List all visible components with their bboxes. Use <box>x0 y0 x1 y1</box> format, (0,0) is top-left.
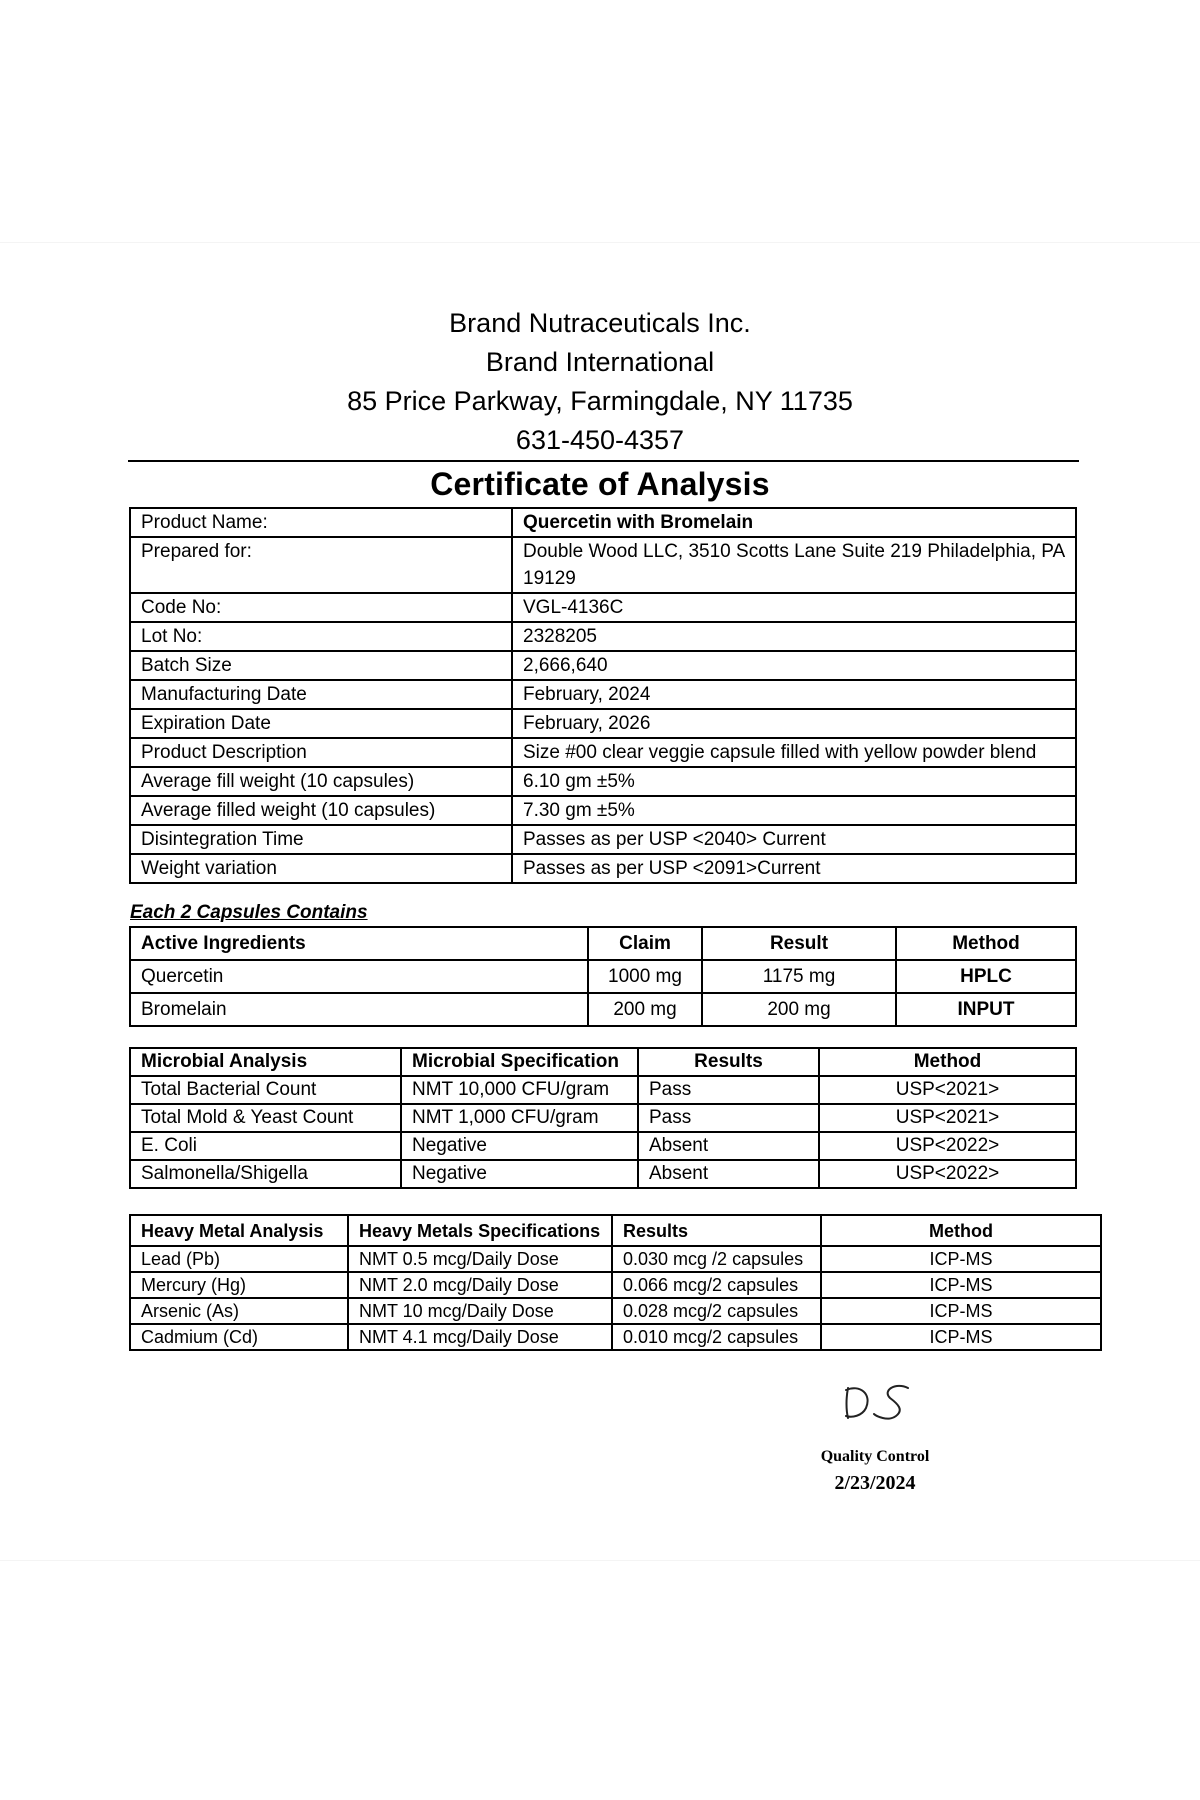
info-value: VGL-4136C <box>512 593 1076 622</box>
metals-cell: ICP-MS <box>821 1272 1101 1298</box>
info-label: Prepared for: <box>130 537 512 593</box>
microbial-header: Microbial Specification <box>401 1048 638 1076</box>
microbial-cell: NMT 1,000 CFU/gram <box>401 1104 638 1132</box>
info-label: Expiration Date <box>130 709 512 738</box>
active-header: Active Ingredients <box>130 927 588 960</box>
active-header: Claim <box>588 927 702 960</box>
info-label: Product Description <box>130 738 512 767</box>
info-row <box>130 738 1076 767</box>
table-row <box>130 1298 1101 1324</box>
signature-initials <box>840 1380 920 1424</box>
metals-cell: NMT 10 mcg/Daily Dose <box>348 1298 612 1324</box>
company-phone: 631-450-4357 <box>515 425 685 455</box>
microbial-cell: Negative <box>401 1160 638 1188</box>
metals-header: Results <box>612 1215 821 1246</box>
active-cell: Quercetin <box>130 960 588 993</box>
table-row <box>130 960 1076 993</box>
microbial-cell: Absent <box>638 1160 819 1188</box>
active-header: Method <box>896 927 1076 960</box>
company-address: 85 Price Parkway, Farmingdale, NY 11735 <box>347 386 853 416</box>
metals-cell: 0.030 mcg /2 capsules <box>612 1246 821 1272</box>
product-info-table <box>129 507 1077 884</box>
metals-cell: Cadmium (Cd) <box>130 1324 348 1350</box>
table-row <box>130 1132 1076 1160</box>
microbial-table <box>129 1047 1077 1189</box>
table-row <box>130 993 1076 1026</box>
active-header: Result <box>702 927 896 960</box>
metals-cell: NMT 2.0 mcg/Daily Dose <box>348 1272 612 1298</box>
info-value: Double Wood LLC, 3510 Scotts Lane Suite 219 Philadelphia, PA 19129 <box>512 537 1076 593</box>
microbial-cell: USP<2022> <box>819 1132 1076 1160</box>
microbial-cell: NMT 10,000 CFU/gram <box>401 1076 638 1104</box>
microbial-cell: USP<2022> <box>819 1160 1076 1188</box>
capsule-caption: Each 2 Capsules Contains <box>130 902 368 923</box>
metals-cell: Mercury (Hg) <box>130 1272 348 1298</box>
info-label: Code No: <box>130 593 512 622</box>
info-value: 2,666,640 <box>512 651 1076 680</box>
microbial-cell: USP<2021> <box>819 1104 1076 1132</box>
page-title: Certificate of Analysis <box>430 466 770 502</box>
active-ingredients-table <box>129 926 1077 1027</box>
metals-cell: Lead (Pb) <box>130 1246 348 1272</box>
info-value: February, 2026 <box>512 709 1076 738</box>
info-label: Batch Size <box>130 651 512 680</box>
info-value: Passes as per USP <2040> Current <box>512 825 1076 854</box>
table-row <box>130 1104 1076 1132</box>
info-value: Size #00 clear veggie capsule filled with yellow powder blend <box>512 738 1076 767</box>
info-row <box>130 825 1076 854</box>
metals-header: Heavy Metals Specifications <box>348 1215 612 1246</box>
microbial-cell: Total Bacterial Count <box>130 1076 401 1104</box>
info-label: Product Name: <box>130 508 512 537</box>
microbial-header: Results <box>638 1048 819 1076</box>
company-division: Brand International <box>485 347 715 377</box>
microbial-header: Microbial Analysis <box>130 1048 401 1076</box>
info-value: February, 2024 <box>512 680 1076 709</box>
active-cell: 1000 mg <box>588 960 702 993</box>
info-value: 2328205 <box>512 622 1076 651</box>
company-name: Brand Nutraceuticals Inc. <box>449 308 751 338</box>
info-label: Average filled weight (10 capsules) <box>130 796 512 825</box>
info-row <box>130 508 1076 537</box>
active-cell: 200 mg <box>702 993 896 1026</box>
metals-cell: 0.066 mcg/2 capsules <box>612 1272 821 1298</box>
info-value: 7.30 gm ±5% <box>512 796 1076 825</box>
metals-cell: 0.010 mcg/2 capsules <box>612 1324 821 1350</box>
metals-cell: ICP-MS <box>821 1324 1101 1350</box>
microbial-cell: Absent <box>638 1132 819 1160</box>
metals-header: Heavy Metal Analysis <box>130 1215 348 1246</box>
info-value: Quercetin with Bromelain <box>512 508 1076 537</box>
info-label: Lot No: <box>130 622 512 651</box>
active-cell: INPUT <box>896 993 1076 1026</box>
microbial-cell: E. Coli <box>130 1132 401 1160</box>
info-label: Weight variation <box>130 854 512 883</box>
microbial-cell: Pass <box>638 1104 819 1132</box>
metals-header: Method <box>821 1215 1101 1246</box>
qc-date: 2/23/2024 <box>834 1472 916 1494</box>
microbial-cell: Pass <box>638 1076 819 1104</box>
info-row <box>130 680 1076 709</box>
info-label: Average fill weight (10 capsules) <box>130 767 512 796</box>
table-row <box>130 1246 1101 1272</box>
metals-cell: ICP-MS <box>821 1246 1101 1272</box>
info-row <box>130 854 1076 883</box>
info-label: Manufacturing Date <box>130 680 512 709</box>
microbial-cell: USP<2021> <box>819 1076 1076 1104</box>
info-value: Passes as per USP <2091>Current <box>512 854 1076 883</box>
info-row <box>130 709 1076 738</box>
active-cell: HPLC <box>896 960 1076 993</box>
metals-cell: Arsenic (As) <box>130 1298 348 1324</box>
info-row <box>130 537 1076 593</box>
table-row <box>130 1076 1076 1104</box>
info-value: 6.10 gm ±5% <box>512 767 1076 796</box>
active-cell: Bromelain <box>130 993 588 1026</box>
microbial-cell: Salmonella/Shigella <box>130 1160 401 1188</box>
table-row <box>130 1272 1101 1298</box>
active-cell: 200 mg <box>588 993 702 1026</box>
microbial-header: Method <box>819 1048 1076 1076</box>
header-divider <box>128 460 1079 462</box>
microbial-cell: Total Mold & Yeast Count <box>130 1104 401 1132</box>
metals-cell: ICP-MS <box>821 1298 1101 1324</box>
metals-cell: NMT 4.1 mcg/Daily Dose <box>348 1324 612 1350</box>
table-row <box>130 1160 1076 1188</box>
table-row <box>130 1324 1101 1350</box>
metals-cell: NMT 0.5 mcg/Daily Dose <box>348 1246 612 1272</box>
qc-label: Quality Control <box>820 1448 930 1465</box>
info-row <box>130 622 1076 651</box>
info-row <box>130 796 1076 825</box>
info-label: Disintegration Time <box>130 825 512 854</box>
active-cell: 1175 mg <box>702 960 896 993</box>
metals-cell: 0.028 mcg/2 capsules <box>612 1298 821 1324</box>
info-row <box>130 593 1076 622</box>
info-row <box>130 651 1076 680</box>
info-row <box>130 767 1076 796</box>
microbial-cell: Negative <box>401 1132 638 1160</box>
heavy-metals-table <box>129 1214 1102 1351</box>
